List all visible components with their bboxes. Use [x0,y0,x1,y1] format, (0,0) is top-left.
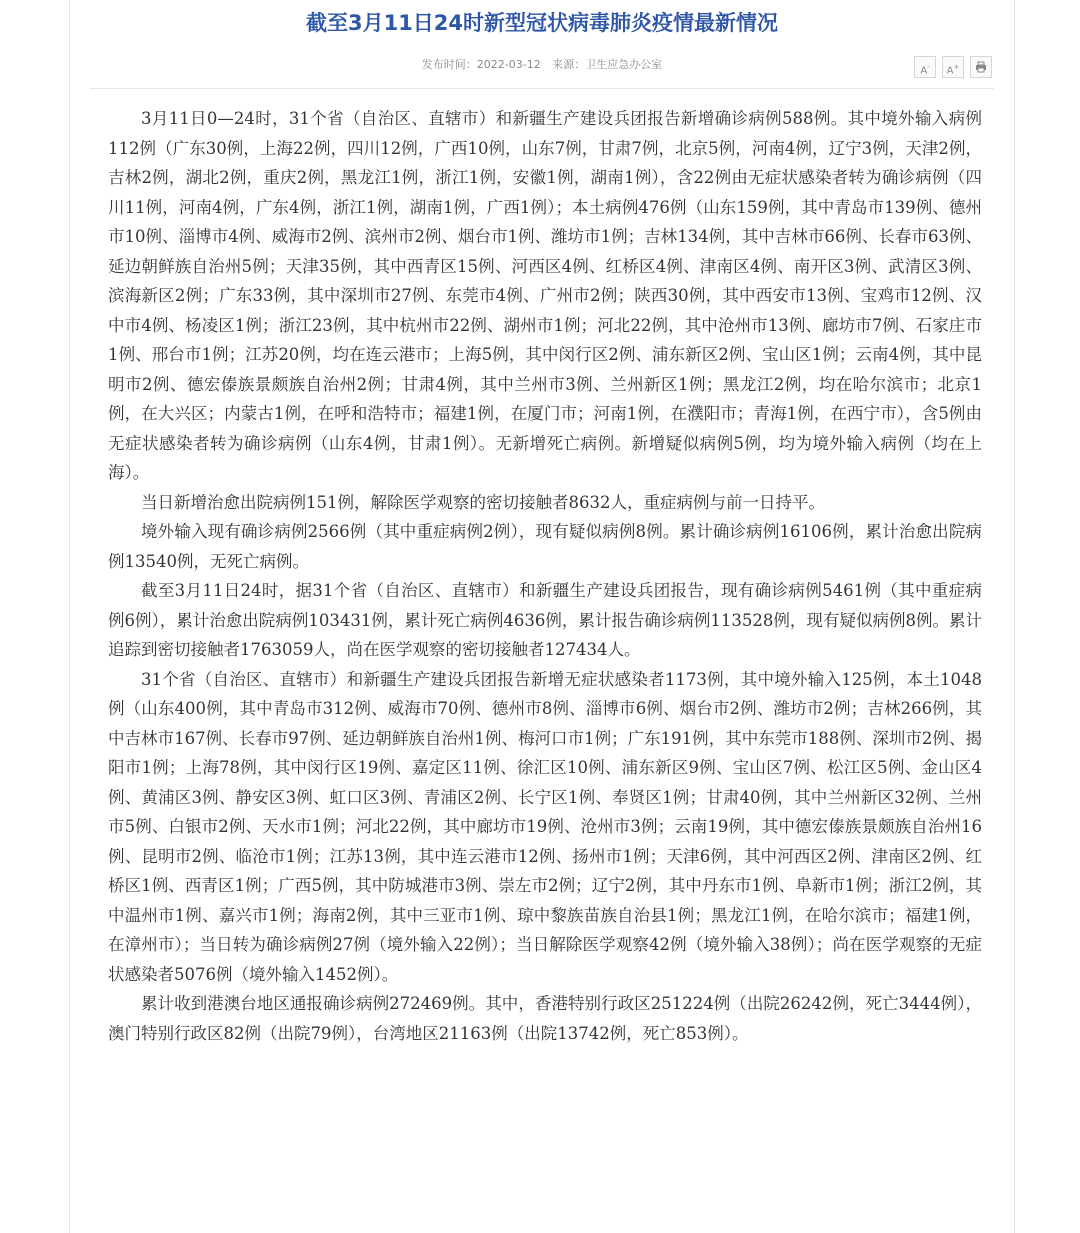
font-decrease-button[interactable]: A- [914,56,936,78]
paragraph-5: 31个省（自治区、直辖市）和新疆生产建设兵团报告新增无症状感染者1173例，其中境外输入125例，本土1048例（山东400例，其中青岛市312例、威海市70例、德州市8例、淄博市6例、烟台市2例、潍坊市2例；吉林266例，其中吉林市167例、长春市97例、延边朝鲜族自治州1例、梅河口市1例；广东191例，其中东莞市188例、深圳市2例、揭阳市1例；上海78例，其中闵行区19例、嘉定区11例、徐汇区10例、浦东新区9例、宝山区7例、松江区5例、金山区4例、黄浦区3例、静安区3例、虹口区3例、青浦区2例、长宁区1例、奉贤区1例；甘肃40例，其中兰州新区32例、兰州市5例、白银市2例、天水市1例；河北22例，其中廊坊市19例、沧州市3例；云南19例，其中德宏傣族景颇族自治州16例、昆明市2例、临沧市1例；江苏13例，其中连云港市12例、扬州市1例；天津6例，其中河西区2例、津南区2例、红桥区1例、西青区1例；广西5例，其中防城港市3例、崇左市2例；辽宁2例，其中丹东市1例、阜新市1例；浙江2例，其中温州市1例、嘉兴市1例；海南2例，其中三亚市1例、琼中黎族苗族自治县1例；黑龙江1例，在哈尔滨市；福建1例，在漳州市）；当日转为确诊病例27例（境外输入22例）；当日解除医学观察42例（境外输入38例）；尚在医学观察的无症状感染者5076例（境外输入1452例）。 [108,669,982,984]
article-body [108,104,982,1048]
paragraph-2: 当日新增治愈出院病例151例，解除医学观察的密切接触者8632人，重症病例与前一日持平。 [141,492,825,512]
printer-icon [975,61,987,73]
paragraph-6: 累计收到港澳台地区通报确诊病例272469例。其中，香港特别行政区251224例（出院26242例，死亡3444例），澳门特别行政区82例（出院79例），台湾地区21163例（出院13742例，死亡853例）。 [108,994,982,1043]
article-page [69,0,1015,1233]
source-value: 卫生应急办公室 [585,58,663,71]
paragraph-1: 3月11日0—24时，31个省（自治区、直辖市）和新疆生产建设兵团报告新增确诊病例588例。其中境外输入病例112例（广东30例，上海22例，四川12例，广西10例，山东7例，甘肃7例，北京5例，河南4例，辽宁3例，天津2例，吉林2例，湖北2例，重庆2例，黑龙江1例，浙江1例，安徽1例，湖南1例），含22例由无症状感染者转为确诊病例（四川11例，河南4例，广东4例，浙江1例，湖南1例，广西1例）；本土病例476例（山东159例，其中青岛市139例、德州市10例、淄博市4例、威海市2例、滨州市2例、烟台市1例、潍坊市1例；吉林134例，其中吉林市66例、长春市63例、延边朝鲜族自治州5例；天津35例，其中西青区15例、河西区4例、红桥区4例、津南区4例、南开区3例、武清区3例、滨海新区2例；广东33例，其中深圳市27例、东莞市4例、广州市2例；陕西30例，其中西安市13例、宝鸡市12例、汉中市4例、杨凌区1例；浙江23例，其中杭州市22例、湖州市1例；河北22例，其中沧州市13例、廊坊市7例、石家庄市1例、邢台市1例；江苏20例，均在连云港市；上海5例，其中闵行区2例、浦东新区2例、宝山区1例；云南4例，其中昆明市2例、德宏傣族景颇族自治州2例；甘肃4例，其中兰州市3例、兰州新区1例；黑龙江2例，均在哈尔滨市；北京1例，在大兴区；内蒙古1例，在呼和浩特市；福建1例，在厦门市；河南1例，在濮阳市；青海1例，在西宁市），含5例由无症状感染者转为确诊病例（山东4例，甘肃1例）。无新增死亡病例。新增疑似病例5例，均为境外输入病例（均在上海）。 [108,109,982,482]
header-divider [90,88,994,89]
publish-label: 发布时间： [421,58,477,71]
print-button[interactable] [970,56,992,78]
article-title: 截至3月11日24时新型冠状病毒肺炎疫情最新情况 [305,11,779,35]
paragraph-3: 境外输入现有确诊病例2566例（其中重症病例2例），现有疑似病例8例。累计确诊病例16106例，累计治愈出院病例13540例，无死亡病例。 [108,522,982,571]
source-label: 来源： [552,58,586,71]
paragraph-4: 截至3月11日24时，据31个省（自治区、直辖市）和新疆生产建设兵团报告，现有确诊病例5461例（其中重症病例6例），累计治愈出院病例103431例，累计死亡病例4636例，累计报告确诊病例113528例，现有疑似病例8例。累计追踪到密切接触者1763059人，尚在医学观察的密切接触者127434人。 [108,581,982,659]
font-increase-button[interactable]: A+ [942,56,964,78]
source-info [552,58,662,71]
publish-date: 2022-03-12 [476,58,541,71]
article-toolbar [914,56,992,78]
article-meta [70,56,1014,74]
publish-info [422,58,541,71]
